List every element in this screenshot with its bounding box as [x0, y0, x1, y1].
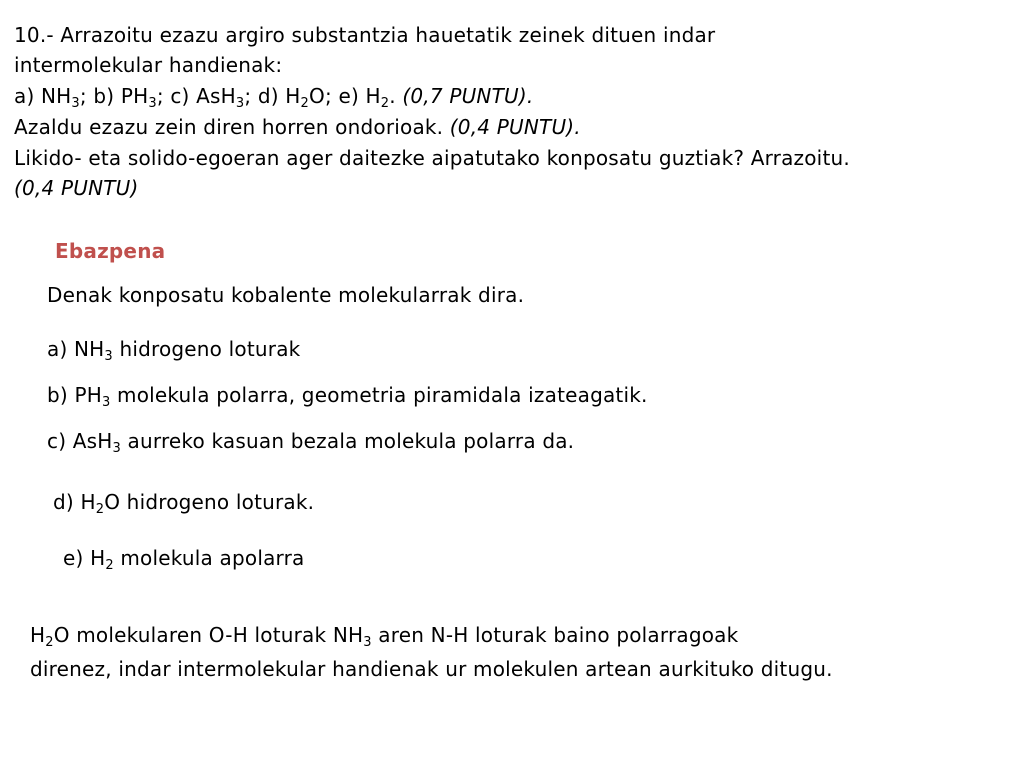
question-line-4: [14, 114, 581, 140]
conclusion-text: aren N-H loturak baino polarragoak: [371, 623, 739, 647]
subscript: 2: [300, 96, 310, 111]
subscript: 3: [235, 96, 245, 111]
item-formula: a) NH: [47, 337, 105, 361]
subscript: 2: [95, 502, 105, 517]
conclusion-line-2: direnez, indar intermolekular handienak ur molekulen artean aurkituko ditugu.: [30, 657, 833, 681]
subscript: 2: [45, 635, 54, 650]
compound-c-label: ; c) AsH: [156, 84, 236, 108]
subscript: 2: [105, 558, 114, 573]
compound-a-label: a) NH: [14, 84, 72, 108]
compound-b-label: ; b) PH: [79, 84, 149, 108]
solution-intro: Denak konposatu kobalente molekularrak dira.: [47, 283, 525, 307]
item-formula: b) PH: [47, 383, 102, 407]
question-line-6-points: (0,4 PUNTU): [14, 176, 139, 200]
solution-item-c: [47, 428, 574, 454]
item-text: molekula apolarra: [113, 546, 305, 570]
subscript: 3: [363, 635, 372, 650]
conclusion-text: H: [30, 623, 46, 647]
points-label: (0,4 PUNTU).: [443, 115, 581, 139]
subscript: 3: [101, 395, 111, 410]
subscript: 2: [380, 96, 390, 111]
solution-item-e: [63, 545, 305, 571]
question-line-5: Likido- eta solido-egoeran ager daitezke aipatutako konposatu guztiak? Arrazoitu.: [14, 146, 850, 170]
item-text: hidrogeno loturak: [112, 337, 301, 361]
item-text: O hidrogeno loturak.: [104, 490, 315, 514]
compound-d-label: ; d) H: [244, 84, 301, 108]
conclusion-line-1: [30, 622, 738, 648]
subscript: 3: [112, 441, 121, 456]
solution-item-a: [47, 336, 300, 362]
question-line-2: intermolekular handienak:: [14, 53, 283, 77]
question-line-3: [14, 83, 533, 109]
question-text: Azaldu ezazu zein diren horren ondorioak.: [14, 115, 444, 139]
solution-item-b: [47, 382, 648, 408]
subscript: 3: [104, 349, 113, 364]
item-formula: c) AsH: [47, 429, 113, 453]
solution-heading: Ebazpena: [55, 239, 166, 263]
solution-item-d: [53, 489, 314, 515]
conclusion-text: O molekularen O-H loturak NH: [53, 623, 364, 647]
compound-e-label: O; e) H: [309, 84, 381, 108]
subscript: 3: [148, 96, 157, 111]
points-label: (0,7 PUNTU).: [395, 84, 534, 108]
item-text: molekula polarra, geometria piramidala izateagatik.: [110, 383, 648, 407]
line-end: .: [389, 84, 396, 108]
subscript: 3: [71, 96, 80, 111]
item-formula: d) H: [53, 490, 96, 514]
question-line-1: 10.- Arrazoitu ezazu argiro substantzia hauetatik zeinek dituen indar: [14, 23, 716, 47]
item-text: aurreko kasuan bezala molekula polarra da.: [120, 429, 575, 453]
item-formula: e) H: [63, 546, 106, 570]
